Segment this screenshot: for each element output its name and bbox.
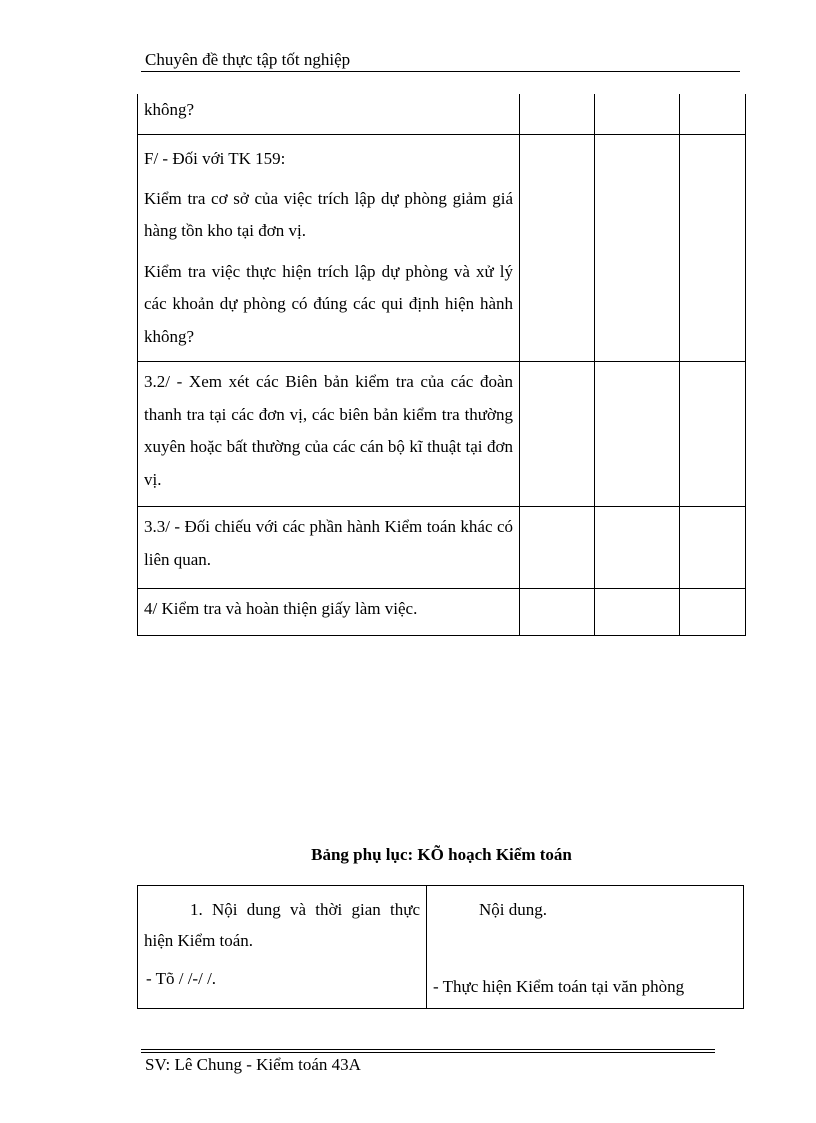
- footer-rule: [141, 1052, 715, 1053]
- plan-left-heading: 1. Nội dung và thời gian thực hiện Kiểm toán.: [144, 900, 420, 950]
- procedure-text: Kiểm tra cơ sở của việc trích lập dự phòng giảm giá hàng tồn kho tại đơn vị.: [144, 188, 513, 240]
- audit-procedure-table: [137, 94, 746, 636]
- check-cell: [595, 362, 680, 506]
- plan-left-item: - Tõ / /-/ /.: [146, 969, 217, 988]
- header-rule: [141, 71, 740, 72]
- procedure-cell: [138, 589, 520, 635]
- check-cell: [680, 94, 745, 134]
- table-row: [137, 362, 746, 507]
- check-cell: [595, 507, 680, 588]
- check-cell: [595, 135, 680, 361]
- check-cell: [520, 94, 595, 134]
- plan-right-item: - Thực hiện Kiểm toán tại văn phòng: [433, 977, 685, 996]
- check-cell: [520, 507, 595, 588]
- check-cell: [680, 362, 745, 506]
- procedure-cell: [138, 362, 520, 506]
- check-cell: [520, 589, 595, 635]
- procedure-cell: [138, 94, 520, 134]
- page-footer-text: SV: Lê Chung - Kiểm toán 43A: [145, 1055, 361, 1074]
- plan-right-heading: Nội dung.: [479, 900, 547, 919]
- page-header-title: Chuyên đề thực tập tốt nghiệp: [145, 50, 351, 69]
- check-cell: [680, 507, 745, 588]
- appendix-title: Bảng phụ lục: KÕ hoạch Kiểm toán: [311, 845, 572, 864]
- check-cell: [680, 135, 745, 361]
- audit-plan-table: [137, 885, 744, 1009]
- check-cell: [520, 362, 595, 506]
- check-cell: [520, 135, 595, 361]
- procedure-text: 3.3/ - Đối chiếu với các phần hành Kiểm toán khác có liên quan.: [144, 517, 513, 569]
- check-cell: [595, 94, 680, 134]
- procedure-cell: [138, 135, 520, 361]
- table-row: [137, 589, 746, 636]
- footer-rule: [141, 1049, 715, 1050]
- procedure-text: 3.2/ - Xem xét các Biên bản kiểm tra của các đoàn thanh tra tại các đơn vị, các biên bản kiểm tra thường xuyên hoặc bất thường của các cán bộ kĩ thuật tại đơn vị.: [144, 372, 513, 489]
- check-cell: [680, 589, 745, 635]
- procedure-text: 4/ Kiểm tra và hoàn thiện giấy làm việc.: [144, 599, 418, 618]
- procedure-text: F/ - Đối với TK 159:: [144, 149, 286, 168]
- table-row: [137, 135, 746, 362]
- procedure-cell: [138, 507, 520, 588]
- table-row: [137, 94, 746, 135]
- plan-left-cell: [138, 886, 427, 1008]
- check-cell: [595, 589, 680, 635]
- procedure-text: không?: [144, 100, 195, 119]
- procedure-text: Kiểm tra việc thực hiện trích lập dự phòng và xử lý các khoản dự phòng có đúng các qui định hiện hành không?: [144, 261, 513, 346]
- plan-right-cell: [427, 886, 743, 1008]
- table-row: [137, 507, 746, 589]
